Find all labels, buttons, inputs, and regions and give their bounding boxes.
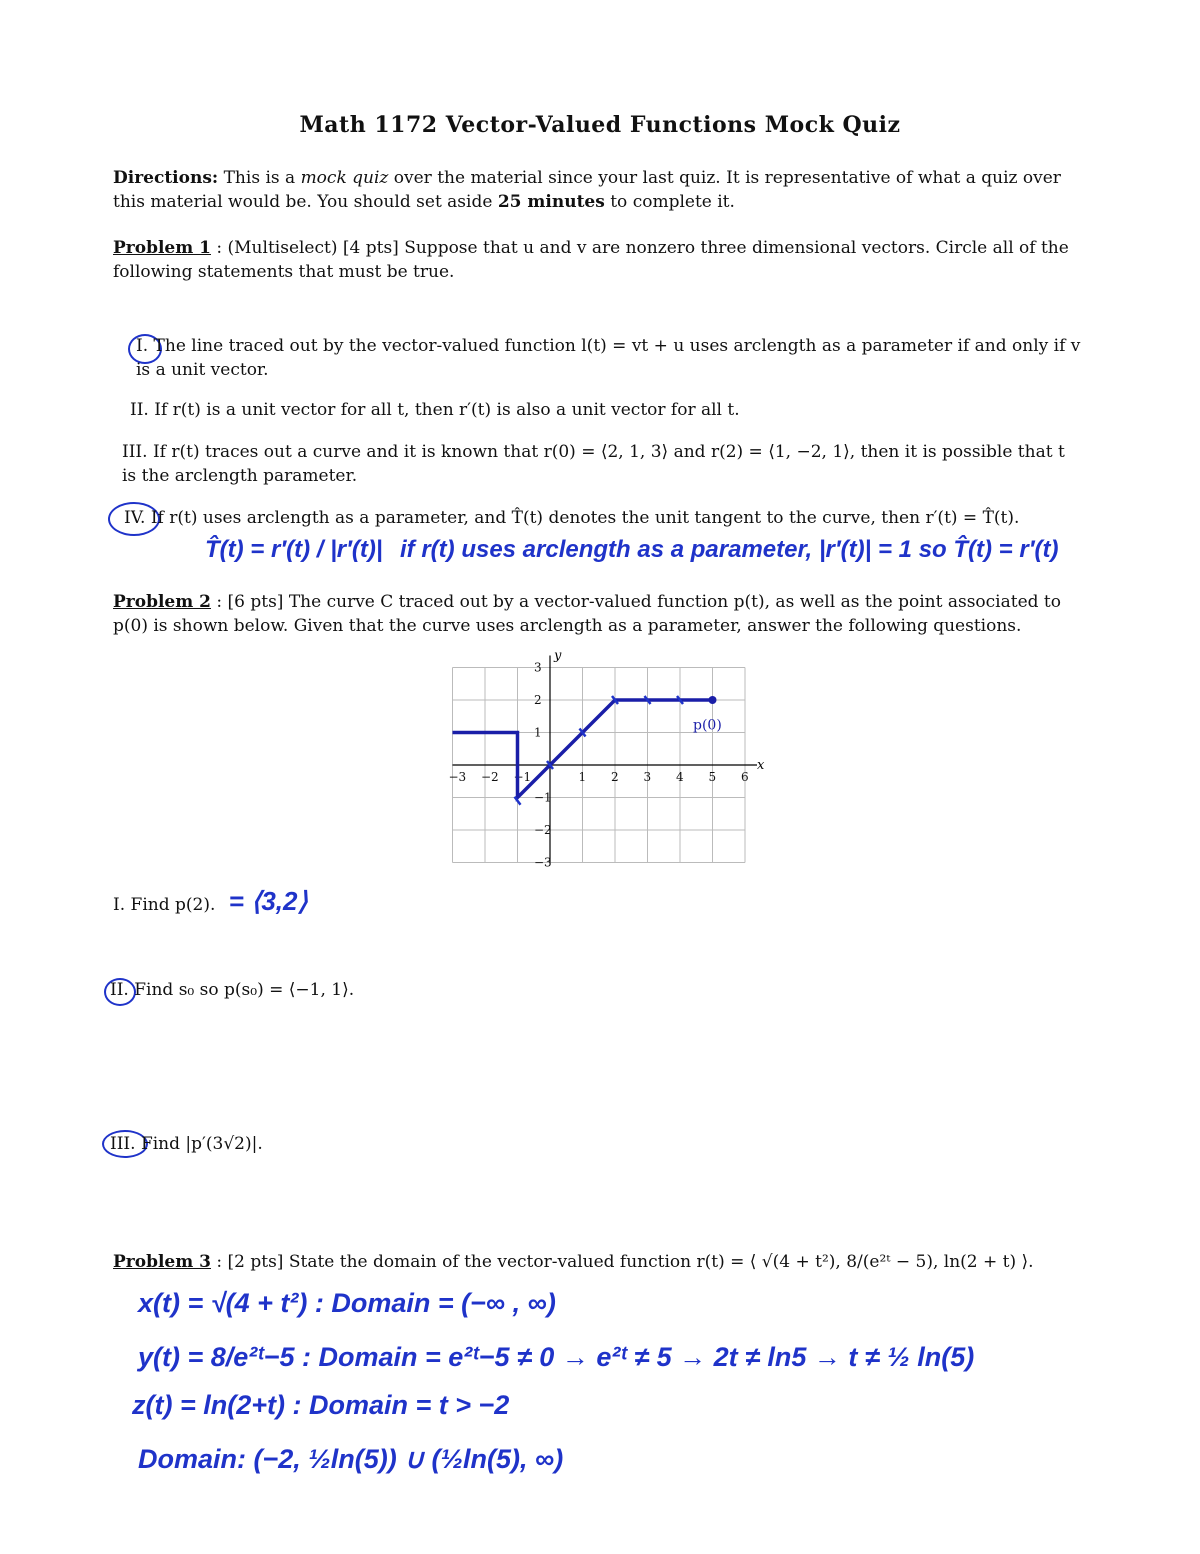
problem2-q3: III. Find |p′(3√2)|. — [110, 1134, 263, 1154]
problem2-header — [113, 590, 1088, 638]
q1-handwritten-answer: = ⟨3,2⟩ — [228, 886, 308, 916]
y-tick-label: 2 — [534, 693, 542, 707]
handwritten-final-domain: Domain: (−2, ½ln(5)) ∪ (½ln(5), ∞) — [138, 1444, 564, 1474]
handwritten-z-domain: z(t) = ln(2+t) : Domain = t > −2 — [132, 1390, 510, 1420]
y-tick-label: 1 — [534, 725, 542, 740]
x-tick-label: −3 — [448, 770, 467, 784]
directions-text-1: This is a — [223, 168, 296, 188]
item-text: The line traced out by the vector-valued function l(t) = vt + u uses arclength as a parameter if and only if v is a unit vector. — [136, 336, 1081, 380]
handwritten-note-arclength: if r(t) uses arclength as a parameter, |r′(t)| = 1 so T̂(t) = r′(t) — [400, 536, 1059, 563]
x-tick-label: 5 — [708, 770, 717, 784]
problem1-item-1 — [136, 334, 1096, 382]
problem3-text: : [2 pts] State the domain of the vector-valued function r(t) = ⟨ √(4 + t²), 8/(e²ᵗ − 5), ln(2 + t) ⟩. — [216, 1252, 1034, 1272]
problem1-header — [113, 236, 1088, 284]
x-axis-label: x — [757, 758, 765, 773]
x-tick-label: 2 — [611, 770, 619, 784]
problem3-header — [113, 1250, 1088, 1274]
directions-label: Directions: — [113, 168, 219, 188]
y-axis-label: y — [554, 648, 562, 664]
item-number: IV. — [124, 508, 146, 528]
page-title: Math 1172 Vector-Valued Functions Mock Quiz — [299, 112, 901, 138]
handwritten-y-domain: y(t) = 8/e²ᵗ−5 : Domain = e²ᵗ−5 ≠ 0 → e²ᵗ ≠ 5 → 2t ≠ ln5 → t ≠ ½ ln(5) — [138, 1342, 975, 1372]
q1-text: I. Find p(2). — [113, 895, 216, 915]
problem2-label: Problem 2 — [113, 592, 211, 612]
problem3-label: Problem 3 — [113, 1252, 211, 1272]
y-tick-label: −1 — [534, 790, 552, 805]
item-text: If r(t) is a unit vector for all t, then r′(t) is also a unit vector for all t. — [154, 400, 740, 420]
y-tick-label: 3 — [534, 660, 542, 675]
x-tick-label: 1 — [578, 770, 587, 784]
handwritten-x-domain: x(t) = √(4 + t²) : Domain = (−∞ , ∞) — [138, 1288, 556, 1318]
problem1-item-4 — [124, 506, 1084, 530]
point-p0 — [709, 696, 717, 704]
item-text: If r(t) traces out a curve and it is known that r(0) = ⟨2, 1, 3⟩ and r(2) = ⟨1, −2, 1⟩, then it is possible that t is the arclength parameter. — [122, 442, 1065, 486]
y-tick-label: −2 — [534, 823, 552, 837]
problem1-label: Problem 1 — [113, 238, 211, 258]
item-text: If r(t) uses arclength as a parameter, and T̂(t) denotes the unit tangent to the curve, then r′(t) = T̂(t). — [150, 508, 1020, 528]
x-tick-label: −2 — [481, 770, 499, 784]
x-tick-label: 4 — [676, 770, 684, 784]
directions-minutes: 25 minutes — [497, 192, 605, 212]
x-tick-label: 6 — [741, 770, 749, 784]
item-number: III. — [122, 442, 148, 462]
problem1-item-2 — [130, 398, 1090, 422]
directions-text-2: over the material since your last quiz. It is representative of what a quiz over this material would be. You should set aside — [113, 168, 1061, 212]
directions — [113, 166, 1088, 214]
problem1-text: : (Multiselect) [4 pts] Suppose that u and v are nonzero three dimensional vectors. Circle all of the following statements that must be true. — [113, 238, 1069, 282]
problem1-item-3 — [122, 440, 1082, 488]
handwritten-arclength-ticks — [515, 696, 684, 805]
handwritten-note-unit-tangent: T̂(t) = r′(t) / |r′(t)| — [205, 536, 383, 563]
x-tick-label: 3 — [643, 770, 652, 784]
curve-graph — [430, 648, 775, 870]
x-tick-label: −1 — [513, 770, 532, 784]
item-number: I. — [136, 336, 149, 356]
problem2-q2: II. Find s₀ so p(s₀) = ⟨−1, 1⟩. — [110, 980, 355, 1000]
problem2-q1 — [113, 886, 308, 917]
directions-text-3: to complete it. — [610, 192, 735, 212]
point-p0-label: p(0) — [693, 717, 722, 734]
directions-mock: mock quiz — [300, 168, 389, 188]
item-number: II. — [130, 400, 149, 420]
problem2-text: : [6 pts] The curve C traced out by a vector-valued function p(t), as well as the point associated to p(0) is shown below. Given that the curve uses arclength as a parameter, answer the following questions. — [113, 592, 1061, 636]
y-tick-label: −3 — [534, 855, 552, 870]
graph-axes — [453, 656, 758, 863]
